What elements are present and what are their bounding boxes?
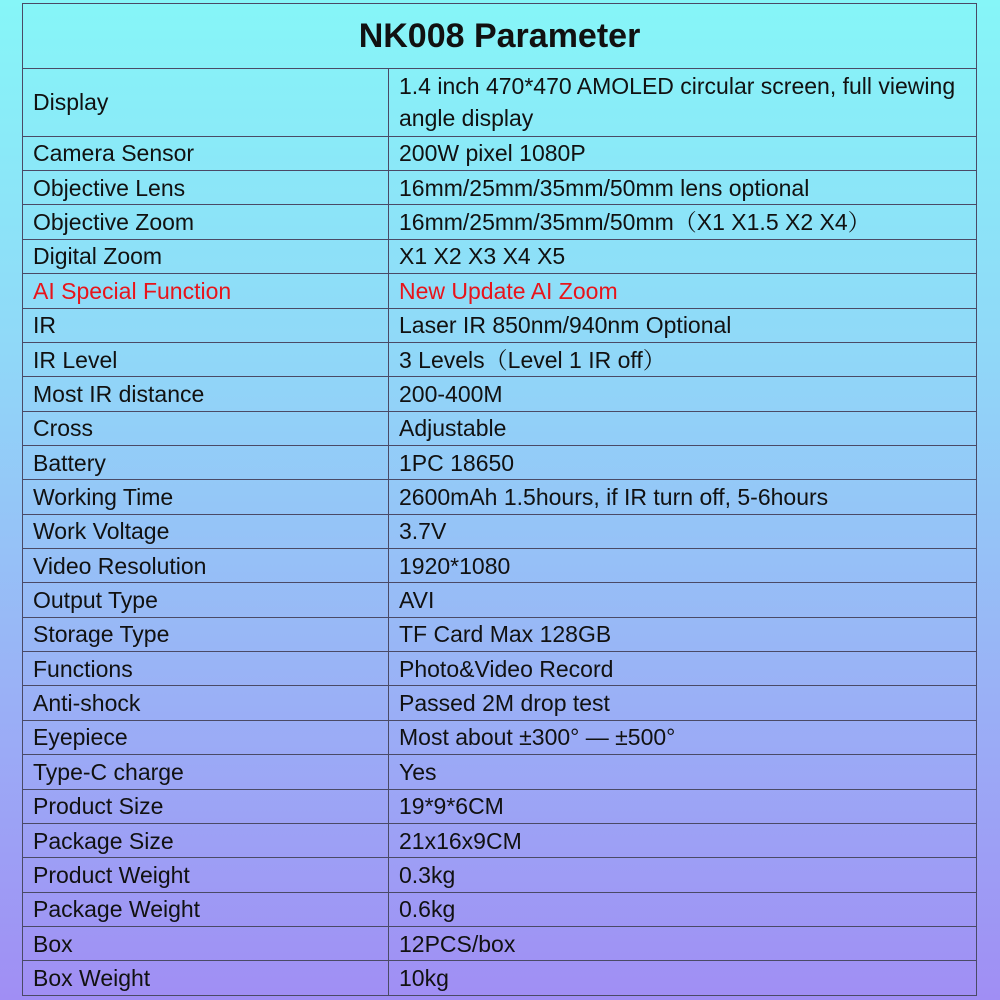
- param-name: Box: [23, 926, 389, 960]
- param-value: Passed 2M drop test: [389, 686, 977, 720]
- param-name: Output Type: [23, 583, 389, 617]
- table-row-digital-zoom: [23, 239, 977, 273]
- param-value: X1 X2 X3 X4 X5: [389, 239, 977, 273]
- param-value: TF Card Max 128GB: [389, 617, 977, 651]
- param-value: Yes: [389, 755, 977, 789]
- table-row-display: [23, 69, 977, 137]
- param-name: IR: [23, 308, 389, 342]
- param-name: Battery: [23, 445, 389, 479]
- param-value: 19*9*6CM: [389, 789, 977, 823]
- table-row-box: [23, 926, 977, 960]
- table-row-package-size: [23, 823, 977, 857]
- param-name: Functions: [23, 652, 389, 686]
- table-row-output-type: [23, 583, 977, 617]
- param-name: IR Level: [23, 342, 389, 376]
- param-value: 3 Levels（Level 1 IR off）: [389, 342, 977, 376]
- param-value: Most about ±300° — ±500°: [389, 720, 977, 754]
- table-row-package-weight: [23, 892, 977, 926]
- table-row-work-voltage: [23, 514, 977, 548]
- table-row-ai-special-function: [23, 274, 977, 308]
- param-value: Adjustable: [389, 411, 977, 445]
- param-name: Objective Lens: [23, 171, 389, 205]
- param-value: 0.3kg: [389, 858, 977, 892]
- param-name: Anti-shock: [23, 686, 389, 720]
- param-name: Storage Type: [23, 617, 389, 651]
- table-row-battery: [23, 445, 977, 479]
- param-value: 1.4 inch 470*470 AMOLED circular screen, full viewing angle display: [389, 69, 977, 137]
- table-row-anti-shock: [23, 686, 977, 720]
- table-row-working-time: [23, 480, 977, 514]
- param-value: Photo&Video Record: [389, 652, 977, 686]
- param-name: Package Size: [23, 823, 389, 857]
- table-row-eyepiece: [23, 720, 977, 754]
- param-value: 12PCS/box: [389, 926, 977, 960]
- table-row-ir-level: [23, 342, 977, 376]
- param-name: Working Time: [23, 480, 389, 514]
- param-value: Laser IR 850nm/940nm Optional: [389, 308, 977, 342]
- table-row-video-resolution: [23, 549, 977, 583]
- param-value: 1PC 18650: [389, 445, 977, 479]
- table-row-functions: [23, 652, 977, 686]
- param-value-highlighted: New Update AI Zoom: [389, 274, 977, 308]
- param-value: 0.6kg: [389, 892, 977, 926]
- param-value: 200W pixel 1080P: [389, 136, 977, 170]
- param-name: Digital Zoom: [23, 239, 389, 273]
- param-value: AVI: [389, 583, 977, 617]
- page-title: NK008 Parameter: [23, 4, 977, 69]
- param-name: Objective Zoom: [23, 205, 389, 239]
- param-name: Package Weight: [23, 892, 389, 926]
- param-name: Camera Sensor: [23, 136, 389, 170]
- param-name-highlighted: AI Special Function: [23, 274, 389, 308]
- table-row-objective-lens: [23, 171, 977, 205]
- table-row-product-weight: [23, 858, 977, 892]
- table-row-ir: [23, 308, 977, 342]
- param-value: 1920*1080: [389, 549, 977, 583]
- param-name: Box Weight: [23, 961, 389, 996]
- param-name: Eyepiece: [23, 720, 389, 754]
- param-name: Most IR distance: [23, 377, 389, 411]
- param-name: Product Size: [23, 789, 389, 823]
- param-name: Cross: [23, 411, 389, 445]
- param-value: 3.7V: [389, 514, 977, 548]
- table-row-cross: [23, 411, 977, 445]
- table-row-type-c-charge: [23, 755, 977, 789]
- param-name: Video Resolution: [23, 549, 389, 583]
- param-value: 200-400M: [389, 377, 977, 411]
- parameter-sheet: [22, 3, 976, 996]
- param-value: 10kg: [389, 961, 977, 996]
- table-row-product-size: [23, 789, 977, 823]
- param-value: 2600mAh 1.5hours, if IR turn off, 5-6hours: [389, 480, 977, 514]
- param-name: Product Weight: [23, 858, 389, 892]
- parameter-table: [22, 3, 977, 996]
- param-value: 16mm/25mm/35mm/50mm（X1 X1.5 X2 X4）: [389, 205, 977, 239]
- title-row: [23, 4, 977, 69]
- param-name: Work Voltage: [23, 514, 389, 548]
- param-name: Display: [23, 69, 389, 137]
- param-name: Type-C charge: [23, 755, 389, 789]
- param-value: 16mm/25mm/35mm/50mm lens optional: [389, 171, 977, 205]
- table-row-camera-sensor: [23, 136, 977, 170]
- table-row-box-weight: [23, 961, 977, 996]
- param-value: 21x16x9CM: [389, 823, 977, 857]
- table-row-objective-zoom: [23, 205, 977, 239]
- table-row-storage-type: [23, 617, 977, 651]
- table-row-most-ir-distance: [23, 377, 977, 411]
